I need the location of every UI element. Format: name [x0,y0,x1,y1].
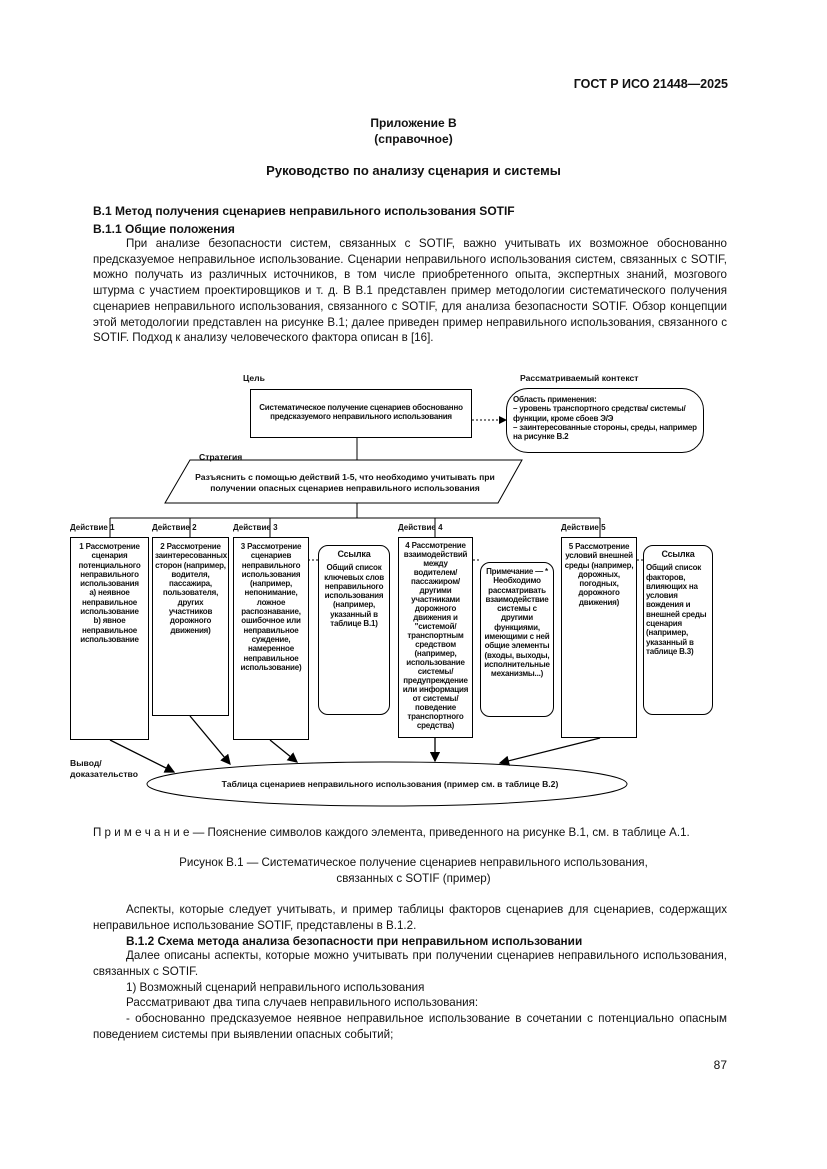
appendix-heading: Руководство по анализу сценария и системы [266,163,561,178]
action-5-box: 5 Рассмотрение условий внешней среды (например, дорожных, погодных, дорожного движения) [561,537,637,738]
misuse-types-paragraph: Рассматривают два типа случаев неправильного использования: [126,996,479,1009]
context-title: Область применения: [513,395,597,404]
aspects-paragraph: Аспекты, которые следует учитывать, и пример таблицы факторов сценариев для сценариев, содержащих неправильное использование SOTIF, представлены в В.1.2. [93,903,727,932]
action-3-box: 3 Рассмотрение сценариев неправильного использования (например, непонимание, ложное распознавание, ошибочное или неправильное суждение, намеренное неправильное использование) [233,537,309,740]
action-4-box: 4 Рассмотрение взаимодействий между водителем/ пассажиром/ другими участниками дорожного движения и "системой/ транспортным средством (например, использование системы/ предупреждение или информация от системы/ поведение транспортного средства) [398,537,473,738]
action-1-box: 1 Рассмотрение сценария потенциального неправильного использования a) неявное неправильное использование b) явное неправильное использование [70,537,149,740]
output-label: Вывод/ доказательство [70,758,138,779]
action-2-box: 2 Рассмотрение заинтересованных сторон (например, водителя, пассажира, пользователя, других участников дорожного движения) [152,537,229,716]
figure-caption-line-2: связанных с SOTIF (пример) [336,872,491,885]
appendix-subtitle: (справочное) [374,132,453,146]
list-item-1: 1) Возможный сценарий неправильного использования [126,981,425,994]
action-4-label: Действие 4 [398,523,443,532]
action-2-label: Действие 2 [152,523,197,532]
reference-2-title: Ссылка [661,549,695,559]
context-box [506,388,704,453]
misuse-type-1: - обоснованно предсказуемое неявное неправильное использование в сочетании с потенциально опасным поведением системы при выявлении опасных событий; [93,1012,727,1041]
strategy-label: Стратегия [199,452,243,462]
strategy-box: Разъяснить с помощью действий 1-5, что необходимо учитывать при получении опасных сценариев неправильного использования [195,472,495,493]
reference-1-text: Общий список ключевых слов неправильного использования (например, указанный в таблице В.1) [324,563,384,629]
page-number: 87 [713,1058,727,1072]
reference-1-title: Ссылка [337,549,371,559]
note-box: Примечание — * Необходимо рассматривать взаимодействие системы с другими функциями, имеющими с ней общие элементы (входы, выходы, исполнительные механизмы...) [480,562,554,717]
section-b1-heading: В.1 Метод получения сценариев неправильного использования SOTIF [93,204,515,218]
section-b11-heading: В.1.1 Общие положения [93,222,235,236]
aspects-intro-paragraph: Далее описаны аспекты, которые можно учитывать при получении сценариев неправильного использования, связанных с SOTIF. [93,949,727,978]
intro-paragraph: При анализе безопасности систем, связанных с SOTIF, важно учитывать их возможное обоснованно предсказуемое неправильное использование. Сценарии неправильного использования систем, связанных с SOTIF, можно получать из различных источников, в том числе приобретенного опыта, экспертных знаний, мозгового штурма с участием проектировщиков и т. д. В В.1 представлен пример методологии систематического получения сценариев неправильного использования, связанного с SOTIF, для анализа безопасности SOTIF. Обзор концепции этой методологии представлен на рисунке В.1; далее приведен пример неправильного использования, связанного с SOTIF. Подход к анализу человеческого фактора описан в [16]. [93,237,727,345]
context-label: Рассматриваемый контекст [520,373,639,383]
goal-box: Систематическое получение сценариев обоснованно предсказуемого неправильного использования [250,389,472,438]
figure-caption-line-1: Рисунок В.1 — Систематическое получение сценариев неправильного использования, [179,856,648,869]
reference-box-1 [318,545,390,715]
action-5-label: Действие 5 [561,523,606,532]
action-1-label: Действие 1 [70,523,115,532]
appendix-title: Приложение В [370,116,457,130]
output-box: Таблица сценариев неправильного использования (пример см. в таблице В.2) [221,779,559,789]
section-b12-heading: В.1.2 Схема метода анализа безопасности при неправильном использовании [126,934,583,948]
document-header: ГОСТ Р ИСО 21448—2025 [573,77,728,91]
goal-label: Цель [243,373,265,383]
reference-box-2 [643,545,713,715]
figure-note: П р и м е ч а н и е — Пояснение символов каждого элемента, приведенного на рисунке В.1, см. в таблице А.1. [93,826,690,839]
context-line-1: – уровень транспортного средства/ системы/функции, кроме сбоев Э/Э [513,404,686,423]
action-3-label: Действие 3 [233,523,278,532]
reference-2-text: Общий список факторов, влияющих на условия вождения и внешней среды сценария (например, указанный в таблице В.3) [646,563,707,656]
context-line-2: – заинтересованные стороны, среды, например на рисунке В.2 [513,422,697,442]
